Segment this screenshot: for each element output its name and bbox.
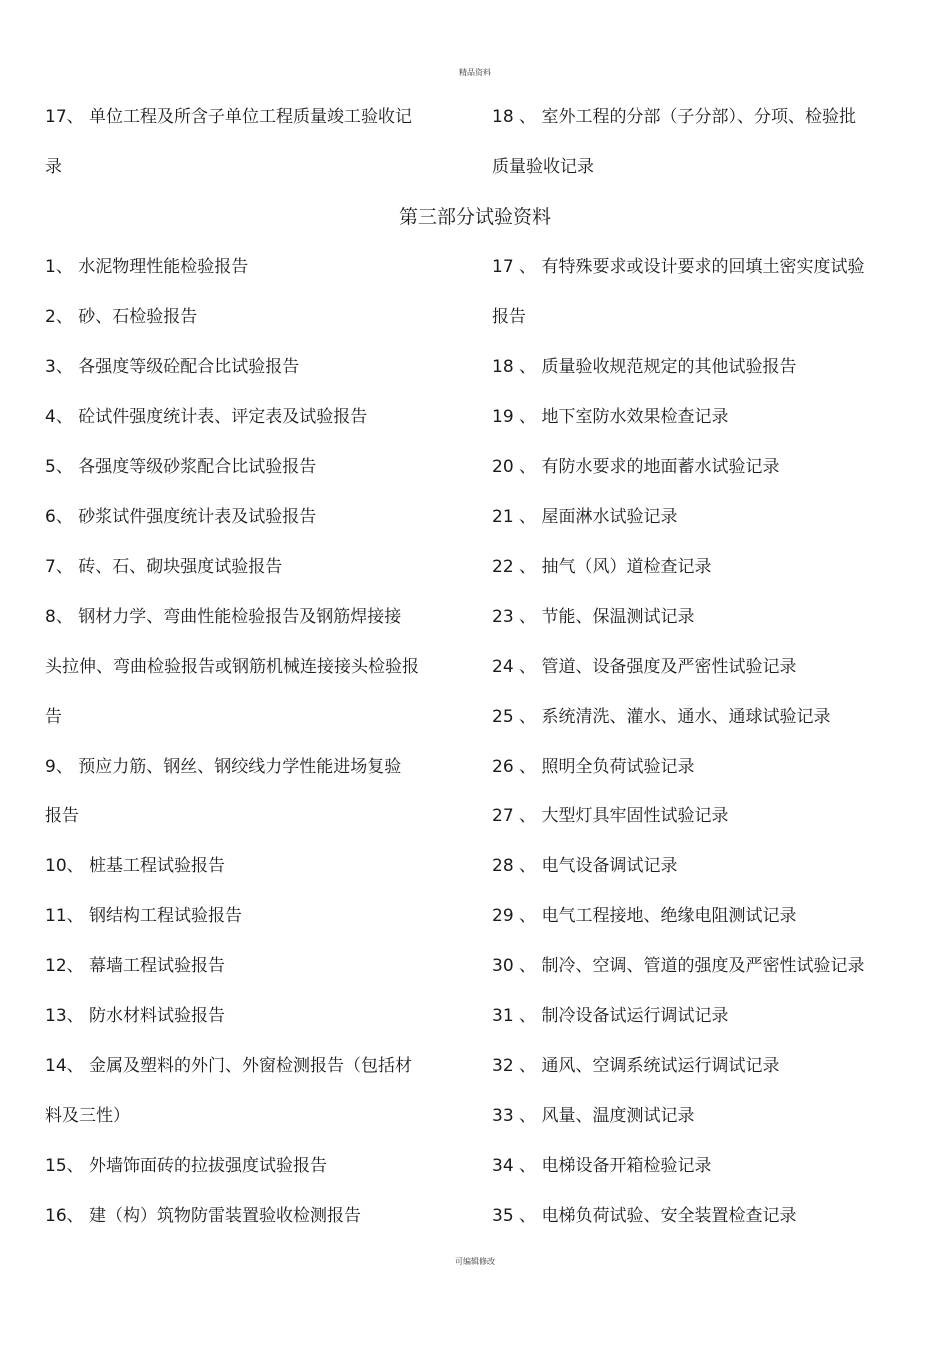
left-list-item: 4、 砼试件强度统计表、评定表及试验报告 — [45, 406, 368, 427]
left-list-item: 8、 钢材力学、弯曲性能检验报告及钢筋焊接接 — [45, 606, 402, 627]
right-list-item: 18 、 质量验收规范规定的其他试验报告 — [492, 356, 797, 377]
left-list-item: 告 — [45, 706, 62, 727]
left-list-item: 7、 砖、石、砌块强度试验报告 — [45, 556, 283, 577]
left-list-item: 头拉伸、弯曲检验报告或钢筋机械连接接头检验报 — [45, 656, 419, 677]
right-list-item: 20 、 有防水要求的地面蓄水试验记录 — [492, 456, 780, 477]
top-left-line-2: 录 — [45, 157, 62, 177]
page-header: 精品资料 — [459, 68, 491, 77]
right-list-item: 25 、 系统清洗、灌水、通水、通球试验记录 — [492, 706, 831, 727]
top-right-line-1: 18 、 室外工程的分部（子分部）、分项、检验批 — [492, 107, 856, 127]
right-list-item: 17 、 有特殊要求或设计要求的回填土密实度试验 — [492, 257, 865, 277]
right-list-item: 21 、 屋面淋水试验记录 — [492, 506, 678, 527]
top-right-line-2: 质量验收记录 — [492, 157, 594, 177]
right-list-item: 22 、 抽气（风）道检查记录 — [492, 556, 712, 577]
right-list-item: 35 、 电梯负荷试验、安全装置检查记录 — [492, 1206, 797, 1227]
right-list-item: 32 、 通风、空调系统试运行调试记录 — [492, 1056, 780, 1077]
left-list-item: 3、 各强度等级砼配合比试验报告 — [45, 356, 300, 377]
left-list-item: 2、 砂、石检验报告 — [45, 306, 198, 327]
left-list-item: 12、 幕墙工程试验报告 — [45, 956, 226, 977]
left-list-item: 15、 外墙饰面砖的拉拔强度试验报告 — [45, 1156, 328, 1177]
right-list-item: 31 、 制冷设备试运行调试记录 — [492, 1006, 729, 1027]
right-list-item: 24 、 管道、设备强度及严密性试验记录 — [492, 656, 797, 677]
left-list-item: 11、 钢结构工程试验报告 — [45, 906, 243, 927]
left-list-item: 6、 砂浆试件强度统计表及试验报告 — [45, 506, 317, 527]
left-list-item: 料及三性） — [45, 1106, 130, 1127]
right-list-item: 26 、 照明全负荷试验记录 — [492, 756, 695, 777]
left-list-item: 9、 预应力筋、钢丝、钢绞线力学性能进场复验 — [45, 756, 402, 777]
top-left-line-1: 17、 单位工程及所含子单位工程质量竣工验收记 — [45, 107, 413, 127]
left-list-item: 16、 建（构）筑物防雷装置验收检测报告 — [45, 1206, 362, 1227]
right-list-item: 27 、 大型灯具牢固性试验记录 — [492, 806, 729, 827]
right-list-item: 报告 — [492, 306, 526, 327]
left-list-item: 1、 水泥物理性能检验报告 — [45, 257, 249, 277]
right-list-item: 30 、 制冷、空调、管道的强度及严密性试验记录 — [492, 956, 865, 977]
right-list-item: 34 、 电梯设备开箱检验记录 — [492, 1156, 712, 1177]
section-title: 第三部分试验资料 — [398, 206, 551, 228]
page-footer: 可编辑修改 — [455, 1257, 495, 1266]
left-list-item: 14、 金属及塑料的外门、外窗检测报告（包括材 — [45, 1056, 413, 1077]
left-list-item: 13、 防水材料试验报告 — [45, 1006, 226, 1027]
right-list-item: 23 、 节能、保温测试记录 — [492, 606, 695, 627]
left-list-item: 报告 — [45, 806, 79, 827]
left-list-item: 10、 桩基工程试验报告 — [45, 856, 226, 877]
right-list-item: 33 、 风量、温度测试记录 — [492, 1106, 695, 1127]
left-list-item: 5、 各强度等级砂浆配合比试验报告 — [45, 456, 317, 477]
right-list-item: 29 、 电气工程接地、绝缘电阻测试记录 — [492, 906, 797, 927]
right-list-item: 28 、 电气设备调试记录 — [492, 856, 678, 877]
right-list-item: 19 、 地下室防水效果检查记录 — [492, 406, 729, 427]
